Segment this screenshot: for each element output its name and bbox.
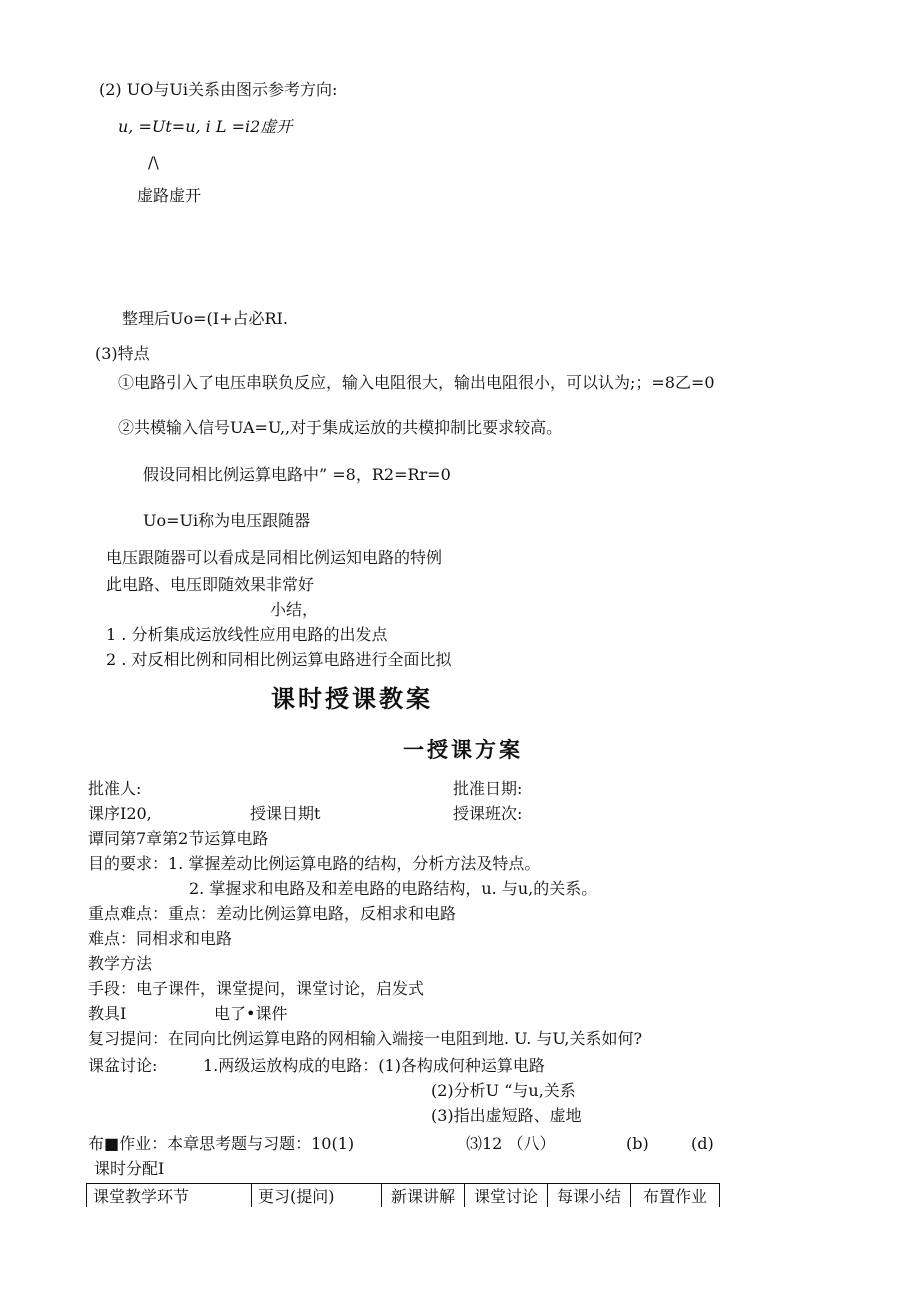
- homework-part-2: ⑶12 （八）: [466, 1134, 556, 1153]
- teaching-method: 教学方法: [88, 954, 153, 973]
- teach-class-label: 授课班次:: [453, 804, 523, 823]
- summary-heading: 小结，: [270, 600, 319, 619]
- teach-date-label: 授课日期t: [250, 804, 321, 823]
- time-allocation-label: 课时分配I: [94, 1159, 165, 1178]
- feature-1: ①电路引入了电压串联负反应，输入电阻很大，输出电阻很小，可以认为;；=8乙=0: [118, 373, 715, 392]
- homework-part-4: (d): [691, 1134, 714, 1153]
- table-cell: 每课小结: [548, 1184, 631, 1208]
- tools-value: 电了•课件: [214, 1004, 288, 1023]
- discussion-label: 课盆讨论:: [88, 1056, 158, 1075]
- tools-label: 教具I: [88, 1004, 127, 1023]
- time-allocation-table: [86, 1183, 720, 1207]
- approve-date-label: 批准日期:: [453, 779, 523, 798]
- feature-2: ②共模输入信号UA=U,,对于集成运放的共模抑制比要求较高。: [118, 418, 563, 437]
- derivation-line-4: 虚路虚开: [137, 186, 202, 205]
- discussion-item-1: 1.两级运放构成的电路：(1)各构成何种运算电路: [203, 1056, 545, 1075]
- summary-item-1: 1 . 分析集成运放线性应用电路的出发点: [106, 625, 388, 644]
- table-cell: 课堂讨论: [465, 1184, 548, 1208]
- derivation-line-1: (2) UO与Ui关系由图示参考方向:: [99, 80, 338, 99]
- derivation-line-2: u, =Ut=u, i L =i2虚开: [118, 117, 293, 136]
- difficulty: 难点：同相求和电路: [88, 929, 233, 948]
- homework-part-3: (b): [626, 1134, 649, 1153]
- table-cell: 课堂教学环节: [87, 1184, 252, 1208]
- teaching-means: 手段：电子课件，课堂提问，课堂讨论，启发式: [88, 979, 425, 998]
- table-cell: 布置作业: [631, 1184, 720, 1208]
- table-cell: 新课讲解: [382, 1184, 465, 1208]
- lesson-topic: 谭同第7章第2节运算电路: [88, 829, 269, 848]
- discussion-item-2: (2)分析U “与u,关系: [431, 1081, 576, 1100]
- assumption-line: 假设同相比例运算电路中” =8，R2=Rr=0: [143, 465, 451, 484]
- features-heading: (3)特点: [95, 344, 150, 363]
- course-number: 课序I20,: [88, 804, 152, 823]
- review-question: 复习提问：在同向比例运算电路的网相输入端接一电阻到地. U. 与U,关系如何?: [88, 1029, 643, 1048]
- discussion-item-3: (3)指出虚短路、虚地: [431, 1106, 582, 1125]
- derivation-line-3: /\: [148, 153, 159, 172]
- approver-label: 批准人:: [88, 779, 142, 798]
- note-line-2: 此电路、电压即随效果非常好: [106, 575, 315, 594]
- section-title: 一授课方案: [403, 737, 523, 762]
- note-line-1: 电压跟随器可以看成是同相比例运知电路的特例: [106, 548, 443, 567]
- table-row: [87, 1184, 720, 1208]
- table-cell: 更习(提问): [252, 1184, 382, 1208]
- homework: 布■作业：本章思考题与习题：10(1): [88, 1134, 355, 1153]
- page-title: 课时授课教案: [271, 684, 433, 713]
- summary-item-2: 2 . 对反相比例和同相比例运算电路进行全面比拟: [106, 650, 452, 669]
- goal-2: 2. 掌握求和电路及和差电路的电路结构，u. 与u,的关系。: [189, 879, 598, 898]
- key-points: 重点难点：重点：差动比例运算电路，反相求和电路: [88, 904, 457, 923]
- goal-1: 目的要求：1. 掌握差动比例运算电路的结构，分析方法及特点。: [88, 854, 541, 873]
- derivation-result: 整理后Uo=(I+占必RI.: [122, 309, 288, 328]
- voltage-follower-line: Uo=Ui称为电压跟随器: [143, 511, 311, 530]
